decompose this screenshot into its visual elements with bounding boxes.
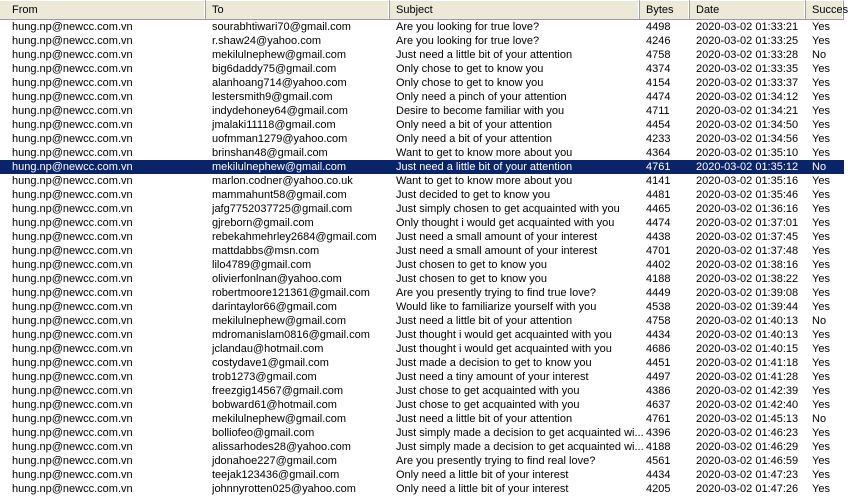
date-cell: 2020-03-02 01:37:48	[696, 245, 799, 257]
table-row[interactable]	[0, 20, 844, 34]
bytes-cell: 4758	[646, 315, 671, 327]
from-cell: hung.np@newcc.com.vn	[12, 371, 133, 383]
from-cell: hung.np@newcc.com.vn	[12, 343, 133, 355]
to-cell: darintaylor66@gmail.com	[212, 301, 337, 313]
bytes-cell: 4233	[646, 133, 671, 145]
date-cell: 2020-03-02 01:35:10	[696, 147, 799, 159]
to-cell: mekilulnephew@gmail.com	[212, 413, 347, 425]
date-cell: 2020-03-02 01:33:21	[696, 21, 799, 33]
subject-cell: Just need a little bit of your attention	[396, 161, 573, 173]
success-cell: Yes	[812, 385, 830, 397]
to-cell: johnnyrotten025@yahoo.com	[212, 483, 356, 495]
date-cell: 2020-03-02 01:34:12	[696, 91, 799, 103]
from-cell: hung.np@newcc.com.vn	[12, 105, 133, 117]
success-cell: Yes	[812, 35, 830, 47]
table-row[interactable]	[0, 370, 844, 384]
success-cell: Yes	[812, 371, 830, 383]
to-cell: lestersmith9@gmail.com	[212, 91, 333, 103]
date-cell: 2020-03-02 01:38:16	[696, 259, 799, 271]
table-row[interactable]	[0, 34, 844, 48]
column-header-to[interactable]: To	[206, 0, 390, 19]
subject-cell: Just need a little bit of your attention	[396, 315, 573, 327]
success-cell: Yes	[812, 329, 830, 341]
to-cell: jafg7752037725@gmail.com	[212, 203, 353, 215]
success-cell: Yes	[812, 287, 830, 299]
to-cell: big6daddy75@gmail.com	[212, 63, 337, 75]
date-cell: 2020-03-02 01:36:16	[696, 203, 799, 215]
date-cell: 2020-03-02 01:40:13	[696, 315, 799, 327]
success-cell: Yes	[812, 441, 830, 453]
from-cell: hung.np@newcc.com.vn	[12, 49, 133, 61]
success-cell: Yes	[812, 133, 830, 145]
bytes-cell: 4188	[646, 441, 671, 453]
table-row[interactable]	[0, 426, 844, 440]
to-cell: indydehoney64@gmail.com	[212, 105, 348, 117]
subject-cell: Just need a small amount of your interest	[396, 231, 598, 243]
success-cell: Yes	[812, 119, 830, 131]
to-cell: costydave1@gmail.com	[212, 357, 329, 369]
to-cell: robertmoore121361@gmail.com	[212, 287, 370, 299]
bytes-cell: 4402	[646, 259, 671, 271]
to-cell: bolliofeo@gmail.com	[212, 427, 315, 439]
bytes-cell: 4474	[646, 91, 671, 103]
subject-cell: Are you presently trying to find true love?	[396, 287, 596, 299]
success-cell: Yes	[812, 245, 830, 257]
from-cell: hung.np@newcc.com.vn	[12, 63, 133, 75]
from-cell: hung.np@newcc.com.vn	[12, 91, 133, 103]
from-cell: hung.np@newcc.com.vn	[12, 21, 133, 33]
from-cell: hung.np@newcc.com.vn	[12, 427, 133, 439]
table-row[interactable]	[0, 118, 844, 132]
date-cell: 2020-03-02 01:38:22	[696, 273, 799, 285]
to-cell: olivierfonlnan@yahoo.com	[212, 273, 342, 285]
column-header-success[interactable]: Succes	[806, 0, 844, 19]
from-cell: hung.np@newcc.com.vn	[12, 133, 133, 145]
success-cell: Yes	[812, 175, 830, 187]
from-cell: hung.np@newcc.com.vn	[12, 175, 133, 187]
from-cell: hung.np@newcc.com.vn	[12, 483, 133, 495]
success-cell: No	[812, 49, 827, 61]
to-cell: jmalaki11118@gmail.com	[212, 119, 336, 131]
bytes-cell: 4449	[646, 287, 671, 299]
bytes-cell: 4434	[646, 469, 671, 481]
bytes-cell: 4454	[646, 119, 671, 131]
bytes-cell: 4474	[646, 217, 671, 229]
date-cell: 2020-03-02 01:33:35	[696, 63, 799, 75]
date-cell: 2020-03-02 01:42:40	[696, 399, 799, 411]
to-cell: jclandau@hotmail.com	[212, 343, 324, 355]
success-cell: Yes	[812, 189, 830, 201]
bytes-cell: 4364	[646, 147, 671, 159]
date-cell: 2020-03-02 01:33:25	[696, 35, 799, 47]
success-cell: Yes	[812, 217, 830, 229]
from-cell: hung.np@newcc.com.vn	[12, 147, 133, 159]
success-cell: Yes	[812, 343, 830, 355]
date-cell: 2020-03-02 01:35:46	[696, 189, 799, 201]
date-cell: 2020-03-02 01:47:23	[696, 469, 799, 481]
table-row[interactable]	[0, 230, 844, 244]
subject-cell: Only need a little bit of your interest	[396, 469, 569, 481]
date-cell: 2020-03-02 01:34:56	[696, 133, 799, 145]
success-cell: Yes	[812, 399, 830, 411]
column-header-subject[interactable]: Subject	[390, 0, 640, 19]
from-cell: hung.np@newcc.com.vn	[12, 35, 133, 47]
date-cell: 2020-03-02 01:34:21	[696, 105, 799, 117]
bytes-cell: 4205	[646, 483, 671, 495]
date-cell: 2020-03-02 01:45:13	[696, 413, 799, 425]
bytes-cell: 4637	[646, 399, 671, 411]
subject-cell: Only chose to get to know you	[396, 63, 544, 75]
date-cell: 2020-03-02 01:39:08	[696, 287, 799, 299]
success-cell: Yes	[812, 427, 830, 439]
from-cell: hung.np@newcc.com.vn	[12, 413, 133, 425]
date-cell: 2020-03-02 01:40:15	[696, 343, 799, 355]
bytes-cell: 4188	[646, 273, 671, 285]
to-cell: trob1273@gmail.com	[212, 371, 317, 383]
from-cell: hung.np@newcc.com.vn	[12, 161, 133, 173]
subject-cell: Just chose to get acquainted with you	[396, 385, 580, 397]
subject-cell: Just chose to get acquainted with you	[396, 399, 580, 411]
subject-cell: Only need a little bit of your interest	[396, 483, 569, 495]
table-row[interactable]	[0, 412, 844, 426]
success-cell: Yes	[812, 63, 830, 75]
table-row[interactable]	[0, 104, 844, 118]
subject-cell: Only chose to get to know you	[396, 77, 544, 89]
date-cell: 2020-03-02 01:33:37	[696, 77, 799, 89]
from-cell: hung.np@newcc.com.vn	[12, 287, 133, 299]
subject-cell: Just need a tiny amount of your interest	[396, 371, 589, 383]
success-cell: Yes	[812, 483, 830, 495]
bytes-cell: 4481	[646, 189, 671, 201]
to-cell: jdonahoe227@gmail.com	[212, 455, 337, 467]
from-cell: hung.np@newcc.com.vn	[12, 231, 133, 243]
from-cell: hung.np@newcc.com.vn	[12, 119, 133, 131]
table-row[interactable]	[0, 146, 844, 160]
table-row[interactable]	[0, 202, 844, 216]
from-cell: hung.np@newcc.com.vn	[12, 469, 133, 481]
success-cell: Yes	[812, 147, 830, 159]
bytes-cell: 4701	[646, 245, 671, 257]
subject-cell: Would like to familiarize yourself with you	[396, 301, 597, 313]
table-body	[0, 20, 844, 496]
bytes-cell: 4686	[646, 343, 671, 355]
from-cell: hung.np@newcc.com.vn	[12, 245, 133, 257]
date-cell: 2020-03-02 01:37:01	[696, 217, 799, 229]
bytes-cell: 4154	[646, 77, 671, 89]
date-cell: 2020-03-02 01:46:23	[696, 427, 799, 439]
from-cell: hung.np@newcc.com.vn	[12, 357, 133, 369]
to-cell: brinshan48@gmail.com	[212, 147, 328, 159]
bytes-cell: 4498	[646, 21, 671, 33]
table-row[interactable]	[0, 314, 844, 328]
to-cell: mattdabbs@msn.com	[212, 245, 320, 257]
to-cell: teejak123436@gmail.com	[212, 469, 340, 481]
to-cell: uofmman1279@yahoo.com	[212, 133, 348, 145]
column-header-bytes[interactable]: Bytes	[640, 0, 690, 19]
success-cell: No	[812, 161, 827, 173]
success-cell: Yes	[812, 259, 830, 271]
from-cell: hung.np@newcc.com.vn	[12, 77, 133, 89]
subject-cell: Just thought i would get acquainted with you	[396, 343, 612, 355]
subject-cell: Only need a bit of your attention	[396, 119, 552, 131]
date-cell: 2020-03-02 01:37:45	[696, 231, 799, 243]
subject-cell: Just need a little bit of your attention	[396, 413, 573, 425]
from-cell: hung.np@newcc.com.vn	[12, 455, 133, 467]
to-cell: r.shaw24@yahoo.com	[212, 35, 322, 47]
bytes-cell: 4451	[646, 357, 671, 369]
from-cell: hung.np@newcc.com.vn	[12, 217, 133, 229]
bytes-cell: 4497	[646, 371, 671, 383]
from-cell: hung.np@newcc.com.vn	[12, 315, 133, 327]
table-row[interactable]	[0, 482, 844, 496]
subject-cell: Just chosen to get to know you	[396, 273, 548, 285]
column-header-date[interactable]: Date	[690, 0, 806, 19]
table-row[interactable]	[0, 48, 844, 62]
to-cell: alissarhodes28@yahoo.com	[212, 441, 351, 453]
subject-cell: Just simply made a decision to get acquainted wi...	[396, 427, 644, 439]
table-row[interactable]	[0, 132, 844, 146]
date-cell: 2020-03-02 01:46:29	[696, 441, 799, 453]
table-row[interactable]	[0, 90, 844, 104]
subject-cell: Only need a pinch of your attention	[396, 91, 567, 103]
from-cell: hung.np@newcc.com.vn	[12, 301, 133, 313]
success-cell: Yes	[812, 105, 830, 117]
subject-cell: Only thought i would get acquainted with you	[396, 217, 615, 229]
date-cell: 2020-03-02 01:39:44	[696, 301, 799, 313]
bytes-cell: 4434	[646, 329, 671, 341]
bytes-cell: 4711	[646, 105, 670, 117]
date-cell: 2020-03-02 01:33:28	[696, 49, 799, 61]
success-cell: Yes	[812, 357, 830, 369]
success-cell: Yes	[812, 77, 830, 89]
table-row[interactable]	[0, 272, 844, 286]
success-cell: Yes	[812, 273, 830, 285]
table-row[interactable]	[0, 356, 844, 370]
from-cell: hung.np@newcc.com.vn	[12, 385, 133, 397]
from-cell: hung.np@newcc.com.vn	[12, 329, 133, 341]
to-cell: mammahunt58@gmail.com	[212, 189, 347, 201]
success-cell: Yes	[812, 301, 830, 313]
subject-cell: Want to get to know more about you	[396, 147, 573, 159]
to-cell: freezgig14567@gmail.com	[212, 385, 344, 397]
bytes-cell: 4761	[646, 413, 671, 425]
to-cell: lilo4789@gmail.com	[212, 259, 312, 271]
date-cell: 2020-03-02 01:46:59	[696, 455, 799, 467]
table-row[interactable]	[0, 468, 844, 482]
date-cell: 2020-03-02 01:35:16	[696, 175, 799, 187]
subject-cell: Just simply made a decision to get acquainted wi...	[396, 441, 644, 453]
table-row[interactable]	[0, 76, 844, 90]
to-cell: mekilulnephew@gmail.com	[212, 161, 347, 173]
subject-cell: Are you presently trying to find real love?	[396, 455, 596, 467]
bytes-cell: 4538	[646, 301, 671, 313]
bytes-cell: 4396	[646, 427, 671, 439]
to-cell: marlon.codner@yahoo.co.uk	[212, 175, 353, 187]
from-cell: hung.np@newcc.com.vn	[12, 399, 133, 411]
to-cell: bobward61@hotmail.com	[212, 399, 337, 411]
date-cell: 2020-03-02 01:41:28	[696, 371, 799, 383]
table-row[interactable]	[0, 398, 844, 412]
to-cell: gjreborn@gmail.com	[212, 217, 314, 229]
bytes-cell: 4465	[646, 203, 671, 215]
subject-cell: Just chosen to get to know you	[396, 259, 548, 271]
bytes-cell: 4386	[646, 385, 671, 397]
table-row[interactable]	[0, 300, 844, 314]
table-row[interactable]	[0, 160, 844, 174]
bytes-cell: 4561	[646, 455, 671, 467]
to-cell: alanhoang714@yahoo.com	[212, 77, 347, 89]
to-cell: rebekahmehrley2684@gmail.com	[212, 231, 377, 243]
subject-cell: Just made a decision to get to know you	[396, 357, 592, 369]
table-row[interactable]	[0, 174, 844, 188]
table-header	[0, 0, 848, 20]
subject-cell: Are you looking for true love?	[396, 35, 540, 47]
bytes-cell: 4141	[646, 175, 671, 187]
table-row[interactable]	[0, 216, 844, 230]
table-row[interactable]	[0, 286, 844, 300]
bytes-cell: 4374	[646, 63, 671, 75]
subject-cell: Want to get to know more about you	[396, 175, 573, 187]
table-row[interactable]	[0, 440, 844, 454]
to-cell: mdromanislam0816@gmail.com	[212, 329, 370, 341]
success-cell: Yes	[812, 231, 830, 243]
date-cell: 2020-03-02 01:40:13	[696, 329, 799, 341]
to-cell: mekilulnephew@gmail.com	[212, 315, 347, 327]
date-cell: 2020-03-02 01:41:18	[696, 357, 799, 369]
table-row[interactable]	[0, 454, 844, 468]
table-row[interactable]	[0, 342, 844, 356]
success-cell: Yes	[812, 21, 830, 33]
from-cell: hung.np@newcc.com.vn	[12, 273, 133, 285]
success-cell: Yes	[812, 203, 830, 215]
success-cell: No	[812, 413, 827, 425]
date-cell: 2020-03-02 01:42:39	[696, 385, 799, 397]
subject-cell: Just simply chosen to get acquainted with you	[396, 203, 620, 215]
table-row[interactable]	[0, 62, 844, 76]
table-row[interactable]	[0, 328, 844, 342]
success-cell: Yes	[812, 469, 830, 481]
to-cell: mekilulnephew@gmail.com	[212, 49, 347, 61]
from-cell: hung.np@newcc.com.vn	[12, 189, 133, 201]
table-row[interactable]	[0, 384, 844, 398]
success-cell: Yes	[812, 455, 830, 467]
table-row[interactable]	[0, 244, 844, 258]
subject-cell: Are you looking for true love?	[396, 21, 540, 33]
subject-cell: Just need a small amount of your interest	[396, 245, 598, 257]
bytes-cell: 4246	[646, 35, 671, 47]
to-cell: sourabhtiwari70@gmail.com	[212, 21, 351, 33]
from-cell: hung.np@newcc.com.vn	[12, 203, 133, 215]
table-row[interactable]	[0, 258, 844, 272]
subject-cell: Just need a little bit of your attention	[396, 49, 573, 61]
bytes-cell: 4761	[646, 161, 671, 173]
bytes-cell: 4438	[646, 231, 671, 243]
bytes-cell: 4758	[646, 49, 671, 61]
date-cell: 2020-03-02 01:35:12	[696, 161, 799, 173]
subject-cell: Only need a bit of your attention	[396, 133, 552, 145]
subject-cell: Just thought i would get acquainted with you	[396, 329, 612, 341]
column-header-from[interactable]: From	[0, 0, 206, 19]
success-cell: Yes	[812, 91, 830, 103]
date-cell: 2020-03-02 01:34:50	[696, 119, 799, 131]
subject-cell: Desire to become familiar with you	[396, 105, 565, 117]
from-cell: hung.np@newcc.com.vn	[12, 441, 133, 453]
table-row[interactable]	[0, 188, 844, 202]
subject-cell: Just decided to get to know you	[396, 189, 551, 201]
date-cell: 2020-03-02 01:47:26	[696, 483, 799, 495]
from-cell: hung.np@newcc.com.vn	[12, 259, 133, 271]
success-cell: No	[812, 315, 827, 327]
